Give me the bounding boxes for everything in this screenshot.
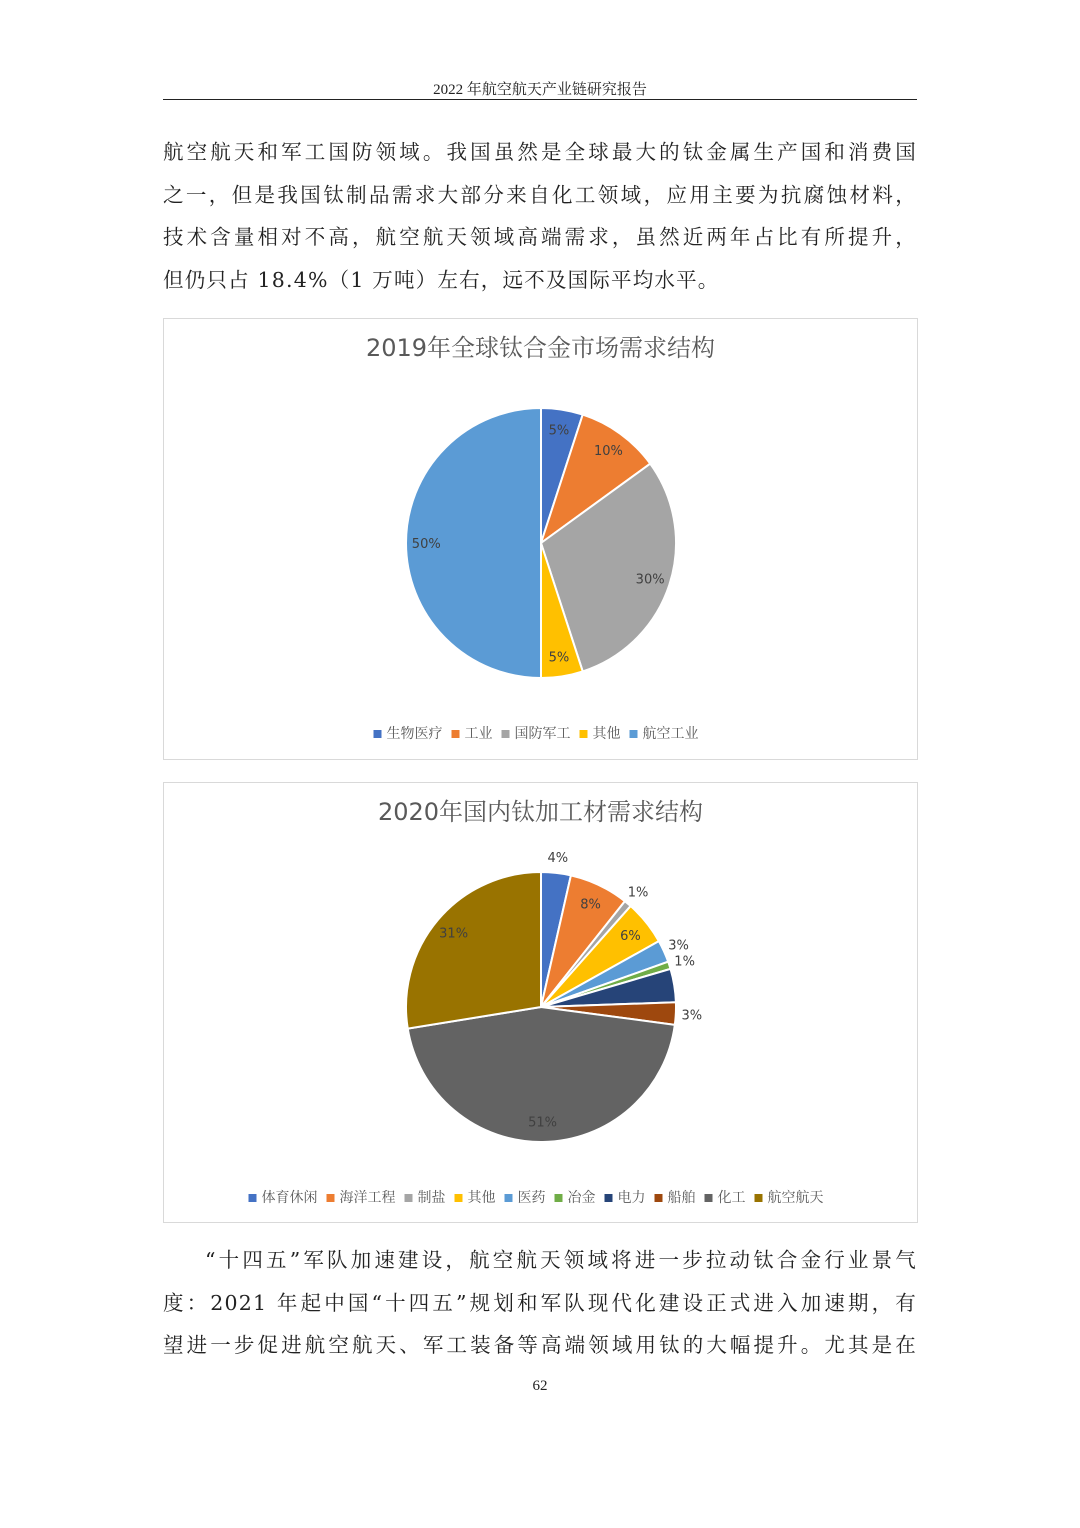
chart-panel-2020 [163,782,918,1223]
paragraph-line: 度：2021 年起中国“十四五”规划和军队现代化建设正式进入加速期，有 [163,1290,917,1315]
chart-panel-2019 [163,318,918,760]
legend-label: 化工 [717,1190,746,1206]
legend-label: 航空工业 [642,726,699,742]
data-label: 3% [681,1008,703,1024]
legend-swatch [755,1194,763,1202]
data-label: 8% [580,897,601,913]
legend-label: 工业 [464,726,493,742]
paragraph-line: 但仍只占 18.4%（1 万吨）左右，远不及国际平均水平。 [163,267,720,292]
legend-swatch [452,730,460,738]
data-label: 5% [548,650,570,666]
legend-swatch [630,730,638,738]
paragraph-line: 航空航天和军工国防领域。我国虽然是全球最大的钛金属生产国和消费国 [163,140,917,164]
data-label: 31% [439,926,469,942]
legend-label: 体育休闲 [261,1190,318,1206]
legend-swatch [405,1194,413,1202]
data-label: 1% [674,954,695,970]
data-label: 6% [620,929,641,945]
legend-swatch [705,1194,713,1202]
chart-legend [374,725,699,742]
legend-swatch [327,1194,335,1202]
legend-label: 海洋工程 [339,1190,396,1206]
chart-legend [249,1189,824,1206]
legend-label: 制盐 [417,1190,446,1206]
page-number: 62 [532,1378,548,1394]
pie-chart-2019 [164,319,917,759]
data-label: 10% [593,444,623,460]
data-label: 1% [627,885,649,901]
legend-swatch [505,1194,513,1202]
legend-swatch [374,730,382,738]
legend-swatch [655,1194,663,1202]
paragraph-line: 之一，但是我国钛制品需求大部分来自化工领域，应用主要为抗腐蚀材料， [163,182,917,207]
legend-swatch [455,1194,463,1202]
legend-label: 生物医疗 [386,726,443,742]
legend-swatch [502,730,510,738]
legend-label: 国防军工 [514,726,571,742]
page-header: 2022 年航空航天产业链研究报告 [433,82,647,98]
data-label: 5% [548,423,570,439]
legend-label: 其他 [592,726,621,742]
header-rule [163,99,917,100]
legend-label: 冶金 [567,1190,596,1206]
paragraph-line: “十四五”军队加速建设，航空航天领域将进一步拉动钛合金行业景气 [205,1248,917,1272]
legend-swatch [249,1194,257,1202]
chart-title: 2020年国内钛加工材需求结构 [377,798,704,826]
paragraph-2 [163,1239,917,1367]
legend-swatch [580,730,588,738]
legend-label: 船舶 [667,1190,696,1206]
paragraph-1 [163,131,917,301]
legend-label: 航空航天 [767,1190,824,1206]
data-label: 4% [547,850,569,866]
data-label: 51% [528,1115,558,1131]
paragraph-line: 技术含量相对不高，航空航天领域高端需求，虽然近两年占比有所提升， [163,225,917,249]
legend-label: 医药 [517,1190,546,1206]
paragraph-line: 望进一步促进航空航天、军工装备等高端领域用钛的大幅提升。尤其是在 [163,1333,917,1357]
pie-chart-2020 [164,783,917,1222]
data-label: 50% [411,537,441,552]
data-label: 30% [635,572,665,588]
legend-swatch [605,1194,613,1202]
chart-title: 2019年全球钛合金市场需求结构 [365,334,716,362]
legend-label: 其他 [467,1190,496,1206]
legend-swatch [555,1194,563,1202]
pie-slice [406,872,541,1029]
legend-label: 电力 [617,1190,646,1206]
data-label: 3% [668,938,689,954]
